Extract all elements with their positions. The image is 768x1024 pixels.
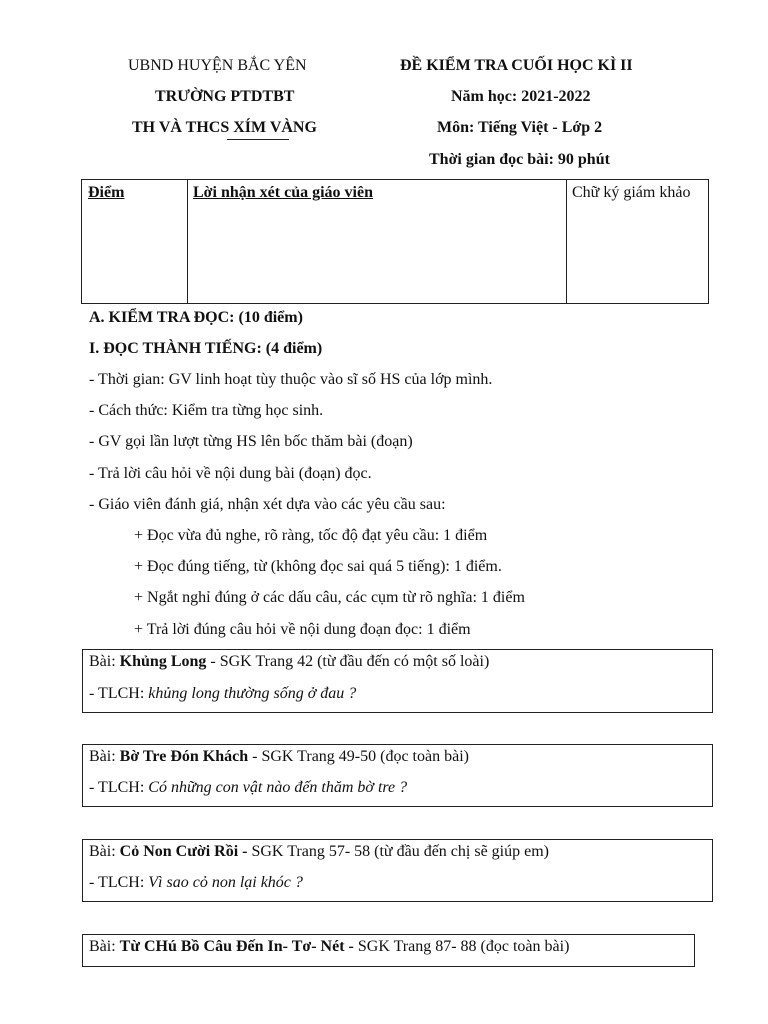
lesson-title-row: Bài: Khủng Long - SGK Trang 42 (từ đầu đến có một số loài) <box>89 653 490 670</box>
lesson-box-bo-tre <box>82 744 713 807</box>
criteria-item: + Trả lời đúng câu hỏi về nội dung đoạn đọc: 1 điểm <box>134 621 471 638</box>
lesson-question-row: - TLCH: khủng long thường sống ở đau ? <box>89 685 357 702</box>
signature-label: Chữ ký giám khảo <box>572 184 691 201</box>
criteria-item: + Đọc vừa đủ nghe, rõ ràng, tốc độ đạt yêu cầu: 1 điểm <box>134 527 488 544</box>
comment-cell <box>187 180 567 303</box>
comment-label: Lời nhận xét của giáo viên <box>193 184 373 201</box>
signature-cell <box>566 180 708 303</box>
lesson-box-bo-cau <box>82 934 695 967</box>
criteria-item: + Đọc đúng tiếng, từ (không đọc sai quá 5 tiếng): 1 điểm. <box>134 558 502 575</box>
instruction-item: - Cách thức: Kiểm tra từng học sinh. <box>89 402 324 419</box>
district-name: UBND HUYỆN BẮC YÊN <box>128 57 307 74</box>
section-a-heading: A. KIỂM TRA ĐỌC: (10 điểm) <box>89 309 303 326</box>
exam-title: ĐỀ KIỂM TRA CUỐI HỌC KÌ II <box>400 57 633 74</box>
school-year: Năm học: 2021-2022 <box>451 88 591 105</box>
lesson-title-row: Bài: Cỏ Non Cười Rồi - SGK Trang 57- 58 (từ đầu đến chị sẽ giúp em) <box>89 843 549 860</box>
instruction-item: - Trả lời câu hỏi về nội dung bài (đoạn) đọc. <box>89 465 372 482</box>
lesson-title-row: Bài: Từ CHú Bồ Câu Đến In- Tơ- Nét - SGK Trang 87- 88 (đọc toàn bài) <box>89 938 570 955</box>
lesson-question-row: - TLCH: Có những con vật nào đến thăm bờ tre ? <box>89 779 408 796</box>
school-name-line2: TH VÀ THCS XÍM VÀNG <box>132 119 317 136</box>
lesson-question-row: - TLCH: Vì sao cỏ non lại khóc ? <box>89 874 303 891</box>
criteria-item: + Ngắt nghỉ đúng ở các dấu câu, các cụm từ rõ nghĩa: 1 điểm <box>134 589 525 606</box>
score-label: Điểm <box>88 184 125 201</box>
instruction-item: - Giáo viên đánh giá, nhận xét dựa vào các yêu cầu sau: <box>89 496 446 513</box>
grading-table <box>81 179 709 304</box>
school-name-line1: TRƯỜNG PTDTBT <box>155 88 295 105</box>
instruction-item: - Thời gian: GV linh hoạt tùy thuộc vào sĩ số HS của lớp mình. <box>89 371 493 388</box>
subject: Môn: Tiếng Việt - Lớp 2 <box>437 119 603 136</box>
reading-time: Thời gian đọc bài: 90 phút <box>429 151 610 168</box>
score-cell <box>82 180 188 303</box>
lesson-title-row: Bài: Bờ Tre Đón Khách - SGK Trang 49-50 (đọc toàn bài) <box>89 748 469 765</box>
header-left-underline <box>227 139 289 140</box>
instruction-item: - GV gọi lần lượt từng HS lên bốc thăm bài (đoạn) <box>89 433 413 450</box>
lesson-box-co-non <box>82 839 713 902</box>
section-1-heading: I. ĐỌC THÀNH TIẾNG: (4 điểm) <box>89 340 323 357</box>
lesson-box-khung-long <box>82 649 713 713</box>
